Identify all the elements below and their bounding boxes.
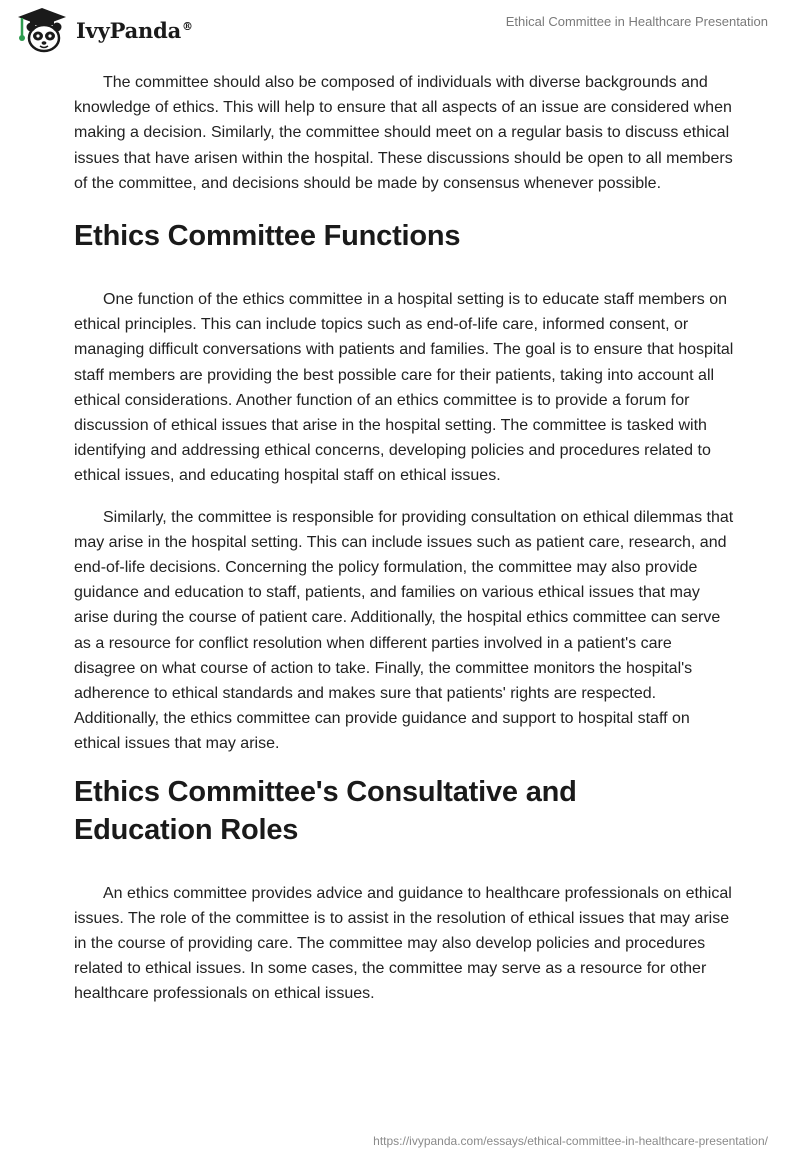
paragraph-roles: An ethics committee provides advice and guidance to healthcare professionals on ethical issues. The role of the committee is to assist in the resolution of ethical issues that may arise in the course of providing care. The committee may also develop policies and procedures related to ethical issues. In some cases, the committee may serve as a resource for other healthcare professionals on ethical issues. bbox=[74, 884, 732, 1003]
brand-logo[interactable] bbox=[14, 6, 193, 54]
paragraph-intro: The committee should also be composed of individuals with diverse backgrounds and knowledge of ethics. This will help to ensure that all aspects of an issue are considered when making a decision. Similarly, the committee should meet on a regular basis to discuss ethical issues that have arisen within the hospital. These discussions should be open to all members of the committee, and decisions should be made by consensus whenever possible. bbox=[74, 74, 733, 192]
paragraph-functions-1: One function of the ethics committee in a hospital setting is to educate staff members on ethical principles. This can include topics such as end-of-life care, informed consent, or managing difficult conversations with patients and families. The goal is to ensure that hospital staff members are providing the best possible care for their patients, taking into account all ethical considerations. Another function of an ethics committee is to provide a forum for discussion of ethical issues that arise in the hospital setting. The committee is tasked with identifying and addressing ethical concerns, developing policies and procedures related to ethical issues, and educating hospital staff on ethical issues. bbox=[74, 291, 734, 485]
article-body bbox=[74, 70, 734, 1023]
document-title: Ethical Committee in Healthcare Presentation bbox=[505, 14, 768, 29]
heading-roles-line-2: Education Roles bbox=[74, 813, 299, 846]
paragraph-functions-2: Similarly, the committee is responsible for providing consultation on ethical dilemmas that may arise in the hospital setting. This can include issues such as patient care, research, and end-of-life decisions. Concerning the policy formulation, the committee may also provide guidance and education to staff, patients, and families on various ethical issues that may arise during the course of patient care. Additionally, the hospital ethics committee can serve as a resource for conflict resolution when different parties involved in a patient's care disagree on what course of action to take. Finally, the committee monitors the hospital's adherence to ethical standards and makes sure that patients' rights are respected. Additionally, the ethics committee can provide guidance and support to hospital staff on ethical issues that may arise. bbox=[74, 508, 734, 753]
heading-roles-line-1: Ethics Committee's Consultative and bbox=[74, 775, 577, 808]
brand-name: IvyPanda® bbox=[76, 17, 193, 43]
panda-graduate-icon bbox=[14, 6, 70, 54]
source-url[interactable]: https://ivypanda.com/essays/ethical-committee-in-healthcare-presentation/ bbox=[373, 1134, 768, 1148]
page-header bbox=[0, 0, 800, 60]
registered-mark: ® bbox=[182, 19, 193, 33]
heading-functions: Ethics Committee Functions bbox=[74, 220, 461, 253]
heading-roles bbox=[74, 773, 734, 849]
